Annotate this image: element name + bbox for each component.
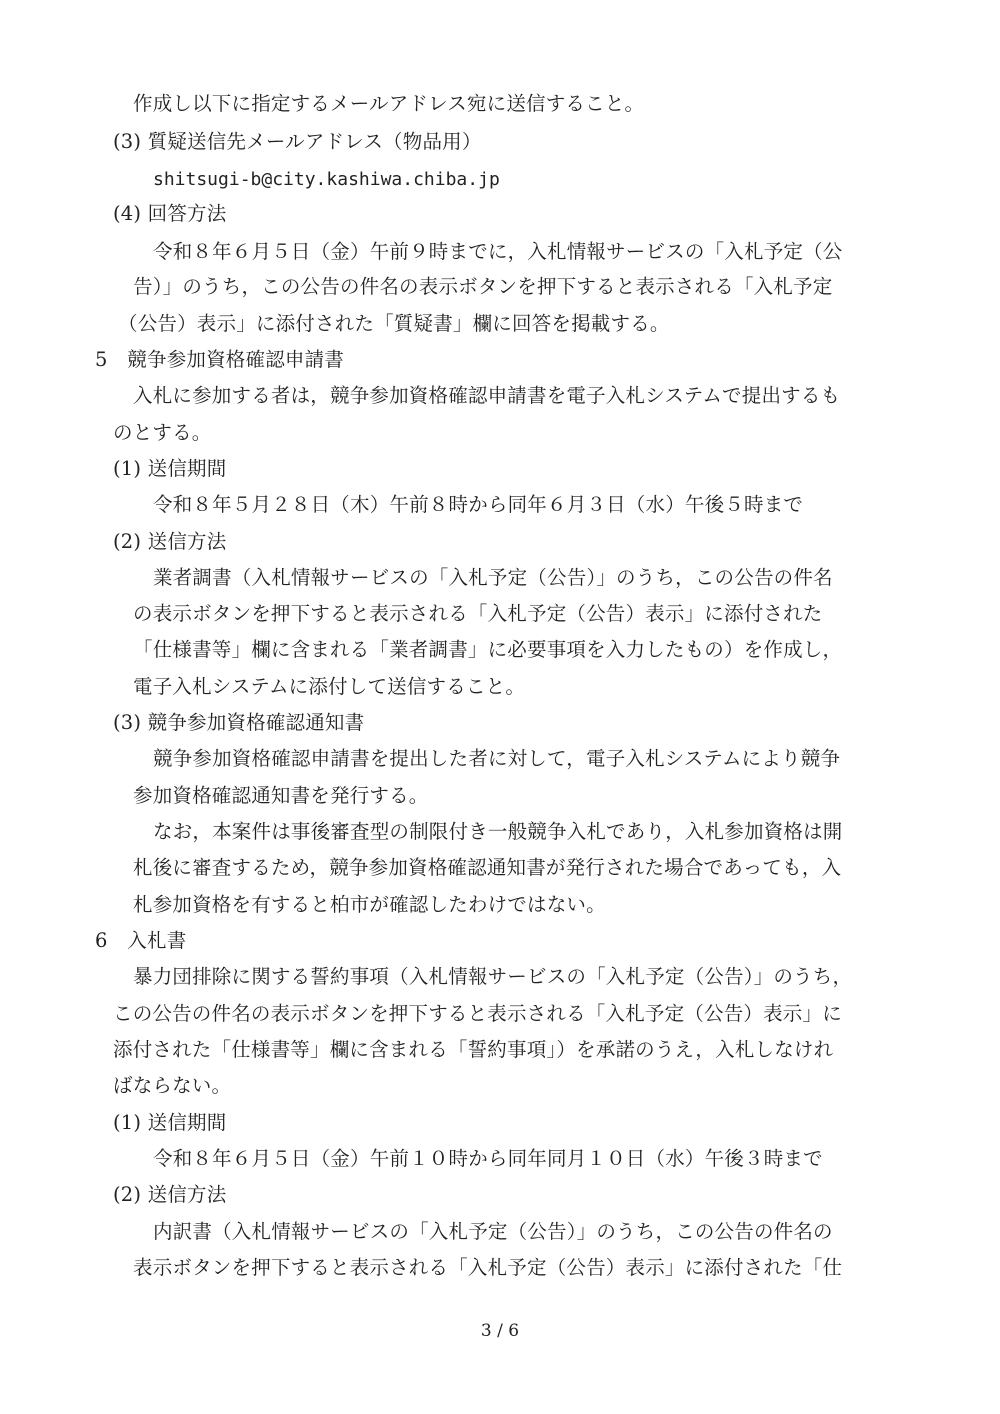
- text-line: 令和８年６月５日（金）午前１０時から同年同月１０日（水）午後３時まで: [153, 1147, 823, 1170]
- text-line: 暴力団排除に関する誓約事項（入札情報サービスの「入札予定（公告）」のうち，: [133, 965, 853, 988]
- text-line: 令和８年５月２８日（木）午前８時から同年６月３日（水）午後５時まで: [153, 493, 804, 516]
- text-line: 作成し以下に指定するメールアドレス宛に送信すること。: [133, 92, 645, 115]
- text-line: 入札に参加する者は，競争参加資格確認申請書を電子入札システムで提出するも: [133, 384, 841, 407]
- text-line: 業者調書（入札情報サービスの「入札予定（公告）」のうち，この公告の件名: [153, 566, 833, 589]
- text-line: の表示ボタンを押下すると表示される「入札予定（公告）表示」に添付された: [133, 602, 823, 625]
- text-line: 告）」のうち，この公告の件名の表示ボタンを押下すると表示される「入札予定: [133, 275, 833, 298]
- subsection-heading: (2) 送信方法: [113, 530, 227, 553]
- text-line: 競争参加資格確認申請書を提出した者に対して，電子入札システムにより競争: [153, 747, 841, 770]
- section-heading: 5 競争参加資格確認申請書: [95, 348, 345, 371]
- email-address: shitsugi-b@city.kashiwa.chiba.jp: [153, 169, 500, 190]
- text-line: 令和８年６月５日（金）午前９時までに，入札情報サービスの「入札予定（公: [153, 240, 843, 263]
- subsection-heading: (1) 送信期間: [113, 1111, 227, 1134]
- text-line: なお，本案件は事後審査型の制限付き一般競争入札であり，入札参加資格は開: [153, 820, 843, 843]
- subsection-heading: (3) 競争参加資格確認通知書: [113, 711, 365, 734]
- subsection-heading: (4) 回答方法: [113, 202, 227, 225]
- text-line: 添付された「仕様書等」欄に含まれる「誓約事項」）を承諾のうえ，入札しなけれ: [113, 1038, 834, 1061]
- text-line: 表示ボタンを押下すると表示される「入札予定（公告）表示」に添付された「仕: [133, 1256, 843, 1279]
- text-line: 参加資格確認通知書を発行する。: [133, 784, 429, 807]
- text-line: のとする。: [113, 421, 212, 444]
- subsection-heading: (2) 送信方法: [113, 1183, 227, 1206]
- text-line: ばならない。: [113, 1074, 232, 1097]
- subsection-heading: (1) 送信期間: [113, 457, 227, 480]
- text-line: 電子入札システムに添付して送信すること。: [133, 675, 526, 698]
- text-line: 札参加資格を有すると柏市が確認したわけではない。: [133, 893, 606, 916]
- text-line: 内訳書（入札情報サービスの「入札予定（公告）」のうち，この公告の件名の: [153, 1220, 833, 1243]
- subsection-heading: (3) 質疑送信先メールアドレス（物品用）: [113, 130, 482, 153]
- text-line: 札後に審査するため，競争参加資格確認通知書が発行された場合であっても，入: [133, 856, 842, 879]
- text-line: この公告の件名の表示ボタンを押下すると表示される「入札予定（公告）表示」に: [113, 1002, 842, 1025]
- page-number: 3 / 6: [480, 1321, 520, 1341]
- text-line: （公告）表示」に添付された「質疑書」欄に回答を掲載する。: [118, 312, 670, 335]
- section-heading: 6 入札書: [95, 929, 187, 952]
- text-line: 「仕様書等」欄に含まれる「業者調書」に必要事項を入力したもの）を作成し，: [133, 638, 843, 661]
